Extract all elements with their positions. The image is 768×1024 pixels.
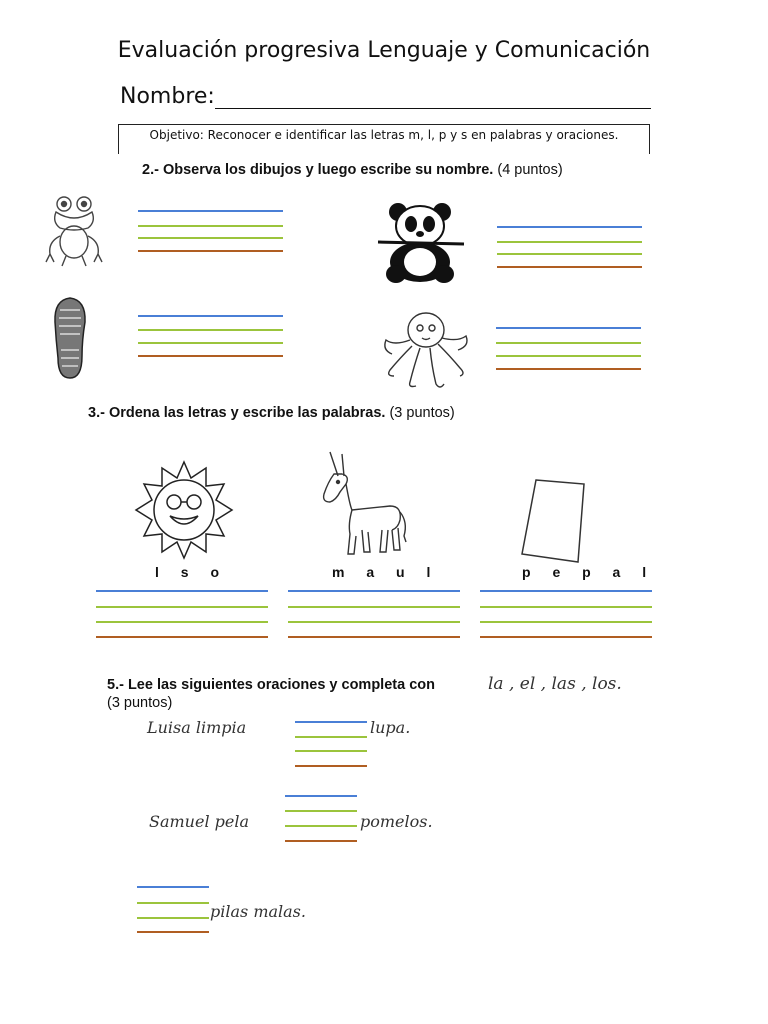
section5-points: (3 puntos) (107, 695, 173, 711)
sentence2-before: Samuel pela (149, 812, 250, 831)
sentence3-after: pilas malas. (210, 902, 306, 921)
shoe-sole-icon (52, 296, 88, 380)
frog-icon (44, 192, 104, 268)
sentence1-before: Luisa limpia (147, 718, 247, 737)
section3-heading: 3.- Ordena las letras y escribe las palabras. (3 puntos) (88, 405, 455, 421)
scrambled-letters-3: p e p a l (522, 564, 656, 580)
objective-text: Objetivo: Reconocer e identificar las letras m, l, p y s en palabras y oraciones. (149, 128, 619, 142)
scrambled-letters-1: l s o (155, 564, 229, 580)
octopus-icon (380, 310, 470, 390)
sun-icon (134, 460, 234, 560)
name-line[interactable] (215, 86, 651, 109)
section2-heading: 2.- Observa los dibujos y luego escribe su nombre. (4 puntos) (142, 162, 563, 178)
section5-heading: 5.- Lee las siguientes oraciones y completa con (107, 677, 435, 693)
donkey-icon (320, 450, 410, 560)
section5-options: la , el , las , los. (488, 674, 622, 694)
paper-icon (518, 476, 588, 566)
scrambled-letters-2: m a u l (332, 564, 440, 580)
panda-icon (378, 200, 464, 286)
page-title: Evaluación progresiva Lenguaje y Comunicación (117, 38, 651, 63)
sentence1-after: lupa. (370, 718, 411, 737)
sentence2-after: pomelos. (360, 812, 433, 831)
name-field[interactable] (120, 84, 651, 109)
name-label: Nombre: (120, 84, 215, 109)
